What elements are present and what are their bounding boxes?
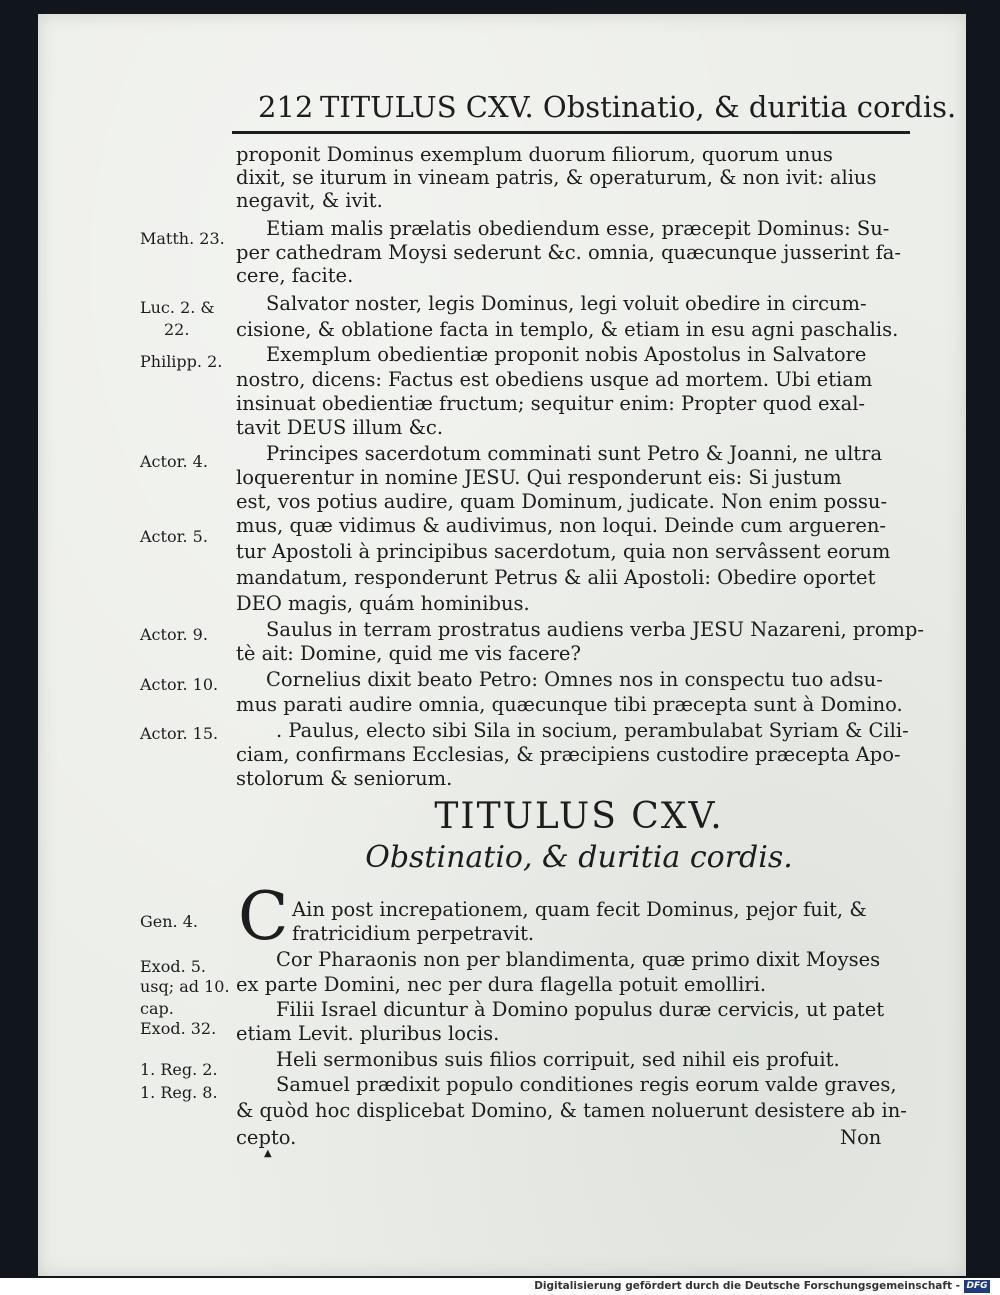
running-title: TITULUS CXV. Obstinatio, & duritia cordis. (320, 90, 957, 124)
margin-note: 1. Reg. 8. (140, 1083, 218, 1102)
text-line: stolorum & seniorum. (236, 767, 453, 790)
text-line: Cornelius dixit beato Petro: Omnes nos in conspectu tuo adsu- (266, 668, 883, 691)
margin-note: Actor. 4. (140, 452, 208, 471)
footer-credit: Digitalisierung gefördert durch die Deutsche Forschungsgemeinschaft - (534, 1280, 960, 1292)
margin-note: Exod. 5. (140, 957, 207, 976)
text-line: Heli sermonibus suis filios corripuit, sed nihil eis profuit. (276, 1048, 840, 1071)
margin-note: Gen. 4. (140, 912, 198, 931)
catchword: Non (840, 1126, 882, 1149)
text-line: mus, quæ vidimus & audivimus, non loqui. Deinde cum argueren- (236, 514, 887, 537)
text-line: fratricidium perpetravit. (292, 922, 535, 945)
text-line: loquerentur in nomine JESU. Qui responderunt eis: Si justum (236, 466, 842, 489)
text-line: proponit Dominus exemplum duorum filiorum, quorum unus (236, 143, 833, 166)
text-line: cere, facite. (236, 264, 354, 287)
margin-note: Actor. 10. (140, 675, 219, 694)
footer-bar (0, 1279, 1000, 1295)
section-subtitle: Obstinatio, & duritia cordis. (365, 840, 793, 875)
text-line: Ain post increpationem, quam fecit Dominus, pejor fuit, & (292, 898, 867, 921)
text-line: Etiam malis prælatis obediendum esse, præcepit Dominus: Su- (266, 217, 890, 240)
text-line: insinuat obedientiæ fructum; sequitur enim: Propter quod exal- (236, 392, 866, 415)
section-title: TITULUS CXV. (434, 796, 724, 837)
page-number: 212 (258, 90, 314, 124)
text-line: tè ait: Domine, quid me vis facere? (236, 642, 581, 665)
text-line: & quòd hoc displicebat Domino, & tamen noluerunt desistere ab in- (236, 1099, 907, 1122)
text-line: per cathedram Moysi sederunt &c. omnia, quæcunque jusserint fa- (236, 241, 902, 264)
printer-mark-icon: ▲ (264, 1148, 272, 1159)
text-line: dixit, se iturum in vineam patris, & operaturum, & non ivit: alius (236, 166, 877, 189)
drop-cap: C (238, 878, 289, 955)
margin-note: 22. (164, 320, 190, 339)
text-line: cisione, & oblatione facta in templo, & etiam in esu agni paschalis. (236, 318, 899, 341)
text-line: mus parati audire omnia, quæcunque tibi præcepta sunt à Domino. (236, 693, 903, 716)
text-line: negavit, & ivit. (236, 189, 383, 212)
text-line: tur Apostoli à principibus sacerdotum, quia non servâssent eorum (236, 540, 891, 563)
text-line: ciam, confirmans Ecclesias, & præcipiens custodire præcepta Apo- (236, 743, 901, 766)
margin-note: Matth. 23. (140, 229, 225, 248)
margin-note: Philipp. 2. (140, 352, 223, 371)
text-line: Salvator noster, legis Dominus, legi voluit obedire in circum- (266, 292, 867, 315)
text-line: Filii Israel dicuntur à Domino populus duræ cervicis, ut patet (276, 998, 885, 1021)
margin-note: Luc. 2. & (140, 298, 215, 317)
text-line: Cor Pharaonis non per blandimenta, quæ primo dixit Moyses (276, 948, 881, 971)
text-line: Principes sacerdotum comminati sunt Petro & Joanni, ne ultra (266, 442, 883, 465)
text-line: cepto. (236, 1126, 297, 1149)
margin-note: usq; ad 10. (140, 977, 230, 996)
margin-note: 1. Reg. 2. (140, 1060, 218, 1079)
text-line: Saulus in terram prostratus audiens verba JESU Nazareni, promp- (266, 618, 924, 641)
header-rule (232, 131, 910, 134)
text-line: ex parte Domini, nec per dura flagella potuit emolliri. (236, 973, 767, 996)
text-line: nostro, dicens: Factus est obediens usque ad mortem. Ubi etiam (236, 368, 873, 391)
text-line: est, vos potius audire, quam Dominum, judicate. Non enim possu- (236, 490, 888, 513)
text-line: DEO magis, quám hominibus. (236, 592, 530, 615)
margin-note: Exod. 32. (140, 1019, 217, 1038)
text-line: tavit DEUS illum &c. (236, 416, 444, 439)
margin-note: Actor. 15. (140, 724, 219, 743)
running-header (258, 90, 957, 130)
text-line: etiam Levit. pluribus locis. (236, 1022, 500, 1045)
text-line: Samuel prædixit populo conditiones regis eorum valde graves, (276, 1073, 897, 1096)
text-line: . Paulus, electo sibi Sila in socium, perambulabat Syriam & Cili- (276, 719, 909, 742)
dfg-logo: DFG (964, 1280, 990, 1293)
margin-note: Actor. 5. (140, 527, 208, 546)
margin-note: Actor. 9. (140, 625, 208, 644)
text-line: mandatum, responderunt Petrus & alii Apostoli: Obedire oportet (236, 566, 876, 589)
margin-note: cap. (140, 999, 174, 1018)
text-line: Exemplum obedientiæ proponit nobis Apostolus in Salvatore (266, 343, 867, 366)
